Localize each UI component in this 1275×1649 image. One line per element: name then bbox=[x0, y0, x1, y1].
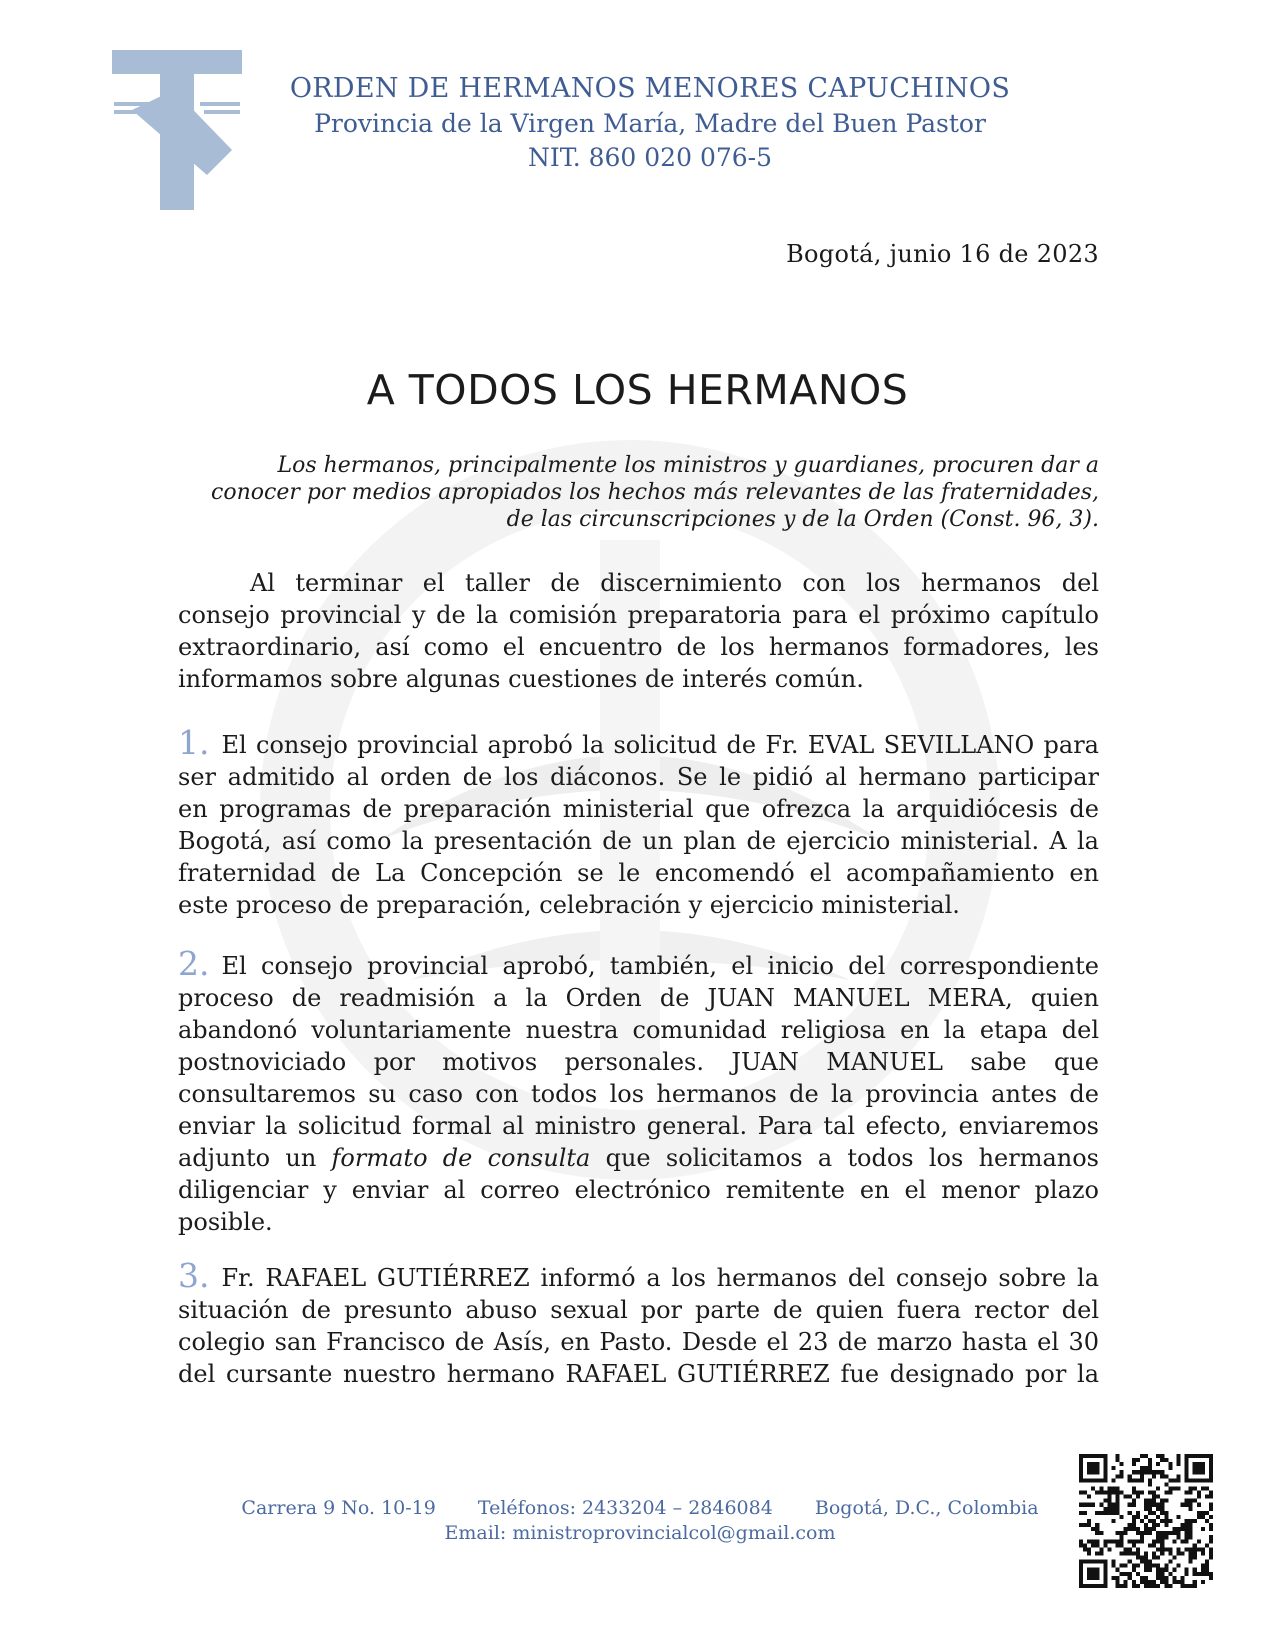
footer-email: Email: ministroprovincialcol@gmail.com bbox=[444, 1522, 836, 1544]
paragraph-line: consultaremos su caso con todos los hermanos de la provincia antes de bbox=[178, 1080, 1099, 1108]
epigraph bbox=[199, 452, 1099, 533]
epigraph-line: conocer por medios apropiados los hechos más relevantes de las fraternidades, bbox=[211, 480, 1099, 505]
paragraph-line: extraordinario, así como el encuentro de los hermanos formadores, les bbox=[178, 633, 1099, 661]
epigraph-line: Los hermanos, principalmente los ministros y guardianes, procuren dar a bbox=[277, 453, 1099, 478]
footer-address: Carrera 9 No. 10-19 bbox=[241, 1497, 436, 1519]
letter-title: A TODOS LOS HERMANOS bbox=[366, 366, 909, 414]
paragraph-line: Fr. RAFAEL GUTIÉRREZ informó a los hermanos del consejo sobre la bbox=[221, 1264, 1099, 1292]
organization-name: ORDEN DE HERMANOS MENORES CAPUCHINOS bbox=[289, 73, 1011, 104]
intro-paragraph bbox=[178, 567, 1099, 695]
paragraph-line: informamos sobre algunas cuestiones de interés común. bbox=[178, 665, 864, 693]
capuchin-tau-cross-icon bbox=[112, 50, 252, 210]
paragraph-line: fraternidad de La Concepción se le encomendó el acompañamiento en bbox=[178, 859, 1099, 887]
footer-phones: Teléfonos: 2433204 – 2846084 bbox=[477, 1497, 773, 1519]
organization-province: Provincia de la Virgen María, Madre del Buen Pastor bbox=[314, 109, 986, 138]
paragraph-line: situación de presunto abuso sexual por parte de quien fuera rector del bbox=[178, 1296, 1099, 1324]
paragraph-line: del cursante nuestro hermano RAFAEL GUTIÉRREZ fue designado por la bbox=[178, 1360, 1099, 1388]
paragraph-line: abandonó voluntariamente nuestra comunidad religiosa en la etapa del bbox=[178, 1016, 1099, 1044]
paragraph-line: colegio san Francisco de Asís, en Pasto. Desde el 23 de marzo hasta el 30 bbox=[178, 1328, 1099, 1356]
paragraph-line: El consejo provincial aprobó la solicitud de Fr. EVAL SEVILLANO para bbox=[221, 731, 1099, 759]
paragraph-line: El consejo provincial aprobó, también, el inicio del correspondiente bbox=[221, 952, 1099, 980]
epigraph-line: de las circunscripciones y de la Orden (Const. 96, 3). bbox=[506, 507, 1099, 532]
paragraph-line: consejo provincial y de la comisión preparatoria para el próximo capítulo bbox=[178, 601, 1099, 629]
item-number: 3. bbox=[178, 1256, 210, 1295]
item-3-paragraph bbox=[178, 1256, 1099, 1390]
organization-nit: NIT. 860 020 076-5 bbox=[527, 143, 773, 172]
item-number: 1. bbox=[178, 723, 210, 762]
paragraph-line: Bogotá, así como la presentación de un plan de ejercicio ministerial. A la bbox=[178, 827, 1099, 855]
paragraph-line: posible. bbox=[178, 1208, 273, 1236]
consult-format-emphasis: formato de consulta bbox=[331, 1144, 591, 1172]
paragraph-line: este proceso de preparación, celebración y ejercicio ministerial. bbox=[178, 891, 960, 919]
footer-city: Bogotá, D.C., Colombia bbox=[814, 1497, 1039, 1519]
paragraph-line: Al terminar el taller de discernimiento con los hermanos del bbox=[250, 569, 1099, 597]
paragraph-line: diligenciar y enviar al correo electrónico remitente en el menor plazo bbox=[178, 1176, 1099, 1204]
letter-footer bbox=[200, 1496, 1080, 1546]
organization-header bbox=[250, 70, 1050, 175]
paragraph-line: proceso de readmisión a la Orden de JUAN MANUEL MERA, quien bbox=[178, 984, 1099, 1012]
paragraph-line: postnoviciado por motivos personales. JUAN MANUEL sabe que bbox=[178, 1048, 1099, 1076]
item-number: 2. bbox=[178, 944, 210, 983]
paragraph-line: adjunto un formato de consulta que solicitamos a todos los hermanos bbox=[178, 1144, 1099, 1172]
paragraph-line: enviar la solicitud formal al ministro general. Para tal efecto, enviaremos bbox=[178, 1112, 1099, 1140]
item-1-paragraph bbox=[178, 723, 1099, 921]
letter-date: Bogotá, junio 16 de 2023 bbox=[786, 240, 1099, 268]
paragraph-line: ser admitido al orden de los diáconos. Se le pidió al hermano participar bbox=[178, 763, 1099, 791]
paragraph-line: en programas de preparación ministerial que ofrezca la arquidiócesis de bbox=[178, 795, 1099, 823]
item-2-paragraph bbox=[178, 944, 1099, 1238]
qr-code-icon bbox=[1079, 1454, 1213, 1588]
